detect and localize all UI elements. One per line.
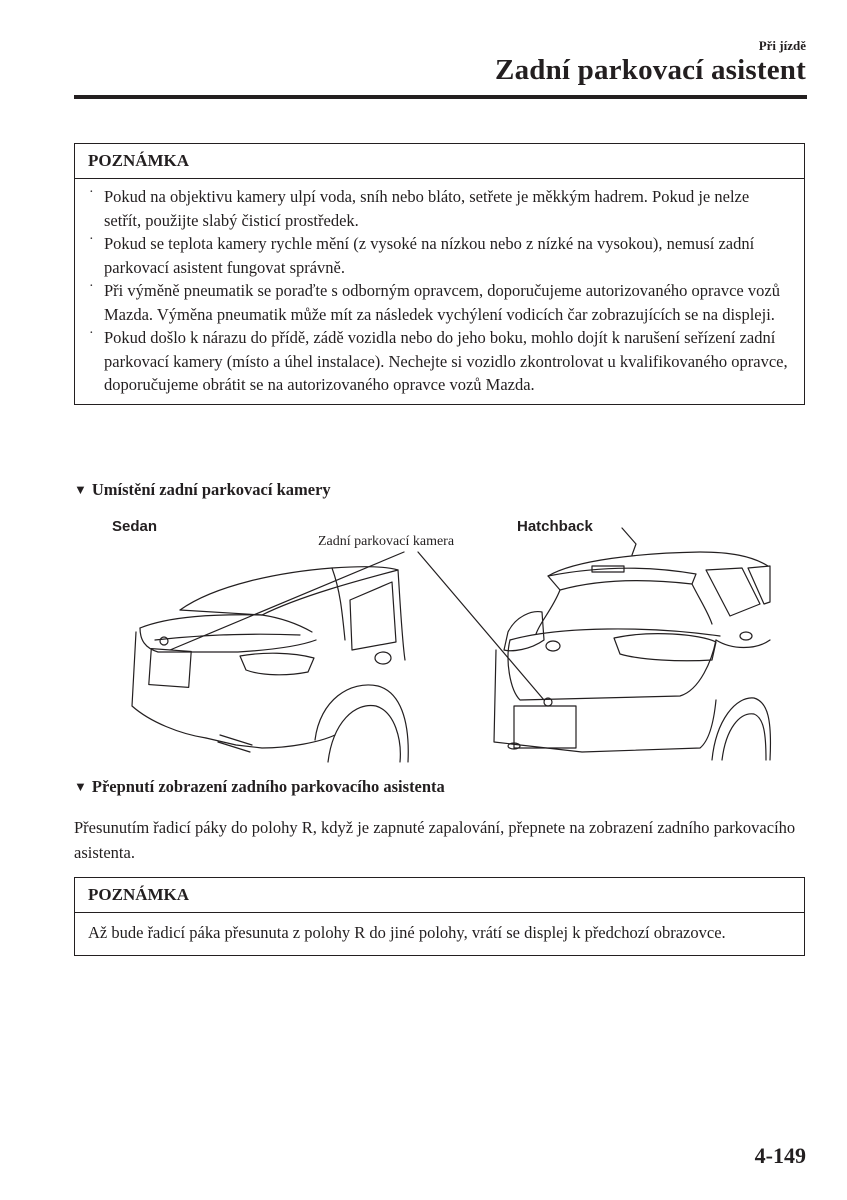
subheading-switch-view: ▼ Přepnutí zobrazení zadního parkovacího asistenta: [74, 777, 445, 796]
figure-label-sedan: Sedan: [112, 518, 158, 535]
callout-line-hatchback: [418, 552, 544, 700]
hatchback-car-drawing: [494, 528, 770, 760]
note-body: Až bude řadicí páka přesunuta z polohy R do jiné polohy, vrátí se displej k předchozí obrazovce.: [88, 923, 726, 942]
bullet-icon: ·: [89, 185, 94, 200]
switch-view-paragraph: Přesunutím řadicí páky do polohy R, když je zapnuté zapalování, přepnete na zobrazení zadního parkovacího asistenta.: [74, 818, 796, 862]
page-number: 4-149: [754, 1143, 806, 1168]
figure-callout-camera: Zadní parkovací kamera: [318, 534, 455, 549]
sedan-car-drawing: [132, 567, 408, 762]
subheading-camera-location: ▼ Umístění zadní parkovací kamery: [74, 480, 331, 499]
list-item: · Pokud došlo k nárazu do přídě, zádě vozidla nebo do jeho boku, mohlo dojít k narušení seřízení zadní parkovací kamery (místo a úhel instalace). Nechejte si vozidlo zkontrolovat u kvalifikovaného opravce, doporučujeme obrátit se na autorizovaného opravce vozů Mazda.: [88, 326, 790, 397]
figure-label-hatchback: Hatchback: [517, 518, 593, 535]
note-heading: POZNÁMKA: [75, 144, 804, 179]
note-heading: POZNÁMKA: [75, 878, 804, 913]
triangle-down-icon: ▼: [74, 482, 87, 497]
bullet-icon: ·: [89, 279, 94, 294]
triangle-down-icon: ▼: [74, 779, 87, 794]
list-item: · Pokud se teplota kamery rychle mění (z vysoké na nízkou nebo z nízké na vysokou), nemusí zadní parkovací asistent fungovat správně.: [88, 232, 790, 279]
section-label: Při jízdě: [758, 38, 806, 53]
page-title: Zadní parkovací asistent: [495, 54, 806, 86]
note-box-shift-lever: [74, 877, 805, 956]
bullet-icon: ·: [89, 326, 94, 341]
bullet-icon: ·: [89, 232, 94, 247]
list-item: · Při výměně pneumatik se poraďte s odborným opravcem, doporučujeme autorizovaného opravce vozů Mazda. Výměna pneumatik může mít za následek vychýlení vodicích čar zobrazujících se na displeji.: [88, 279, 790, 326]
list-item: · Pokud na objektivu kamery ulpí voda, sníh nebo bláto, setřete je měkkým hadrem. Pokud je nelze setřít, použijte slabý čisticí prostředek.: [88, 185, 790, 232]
